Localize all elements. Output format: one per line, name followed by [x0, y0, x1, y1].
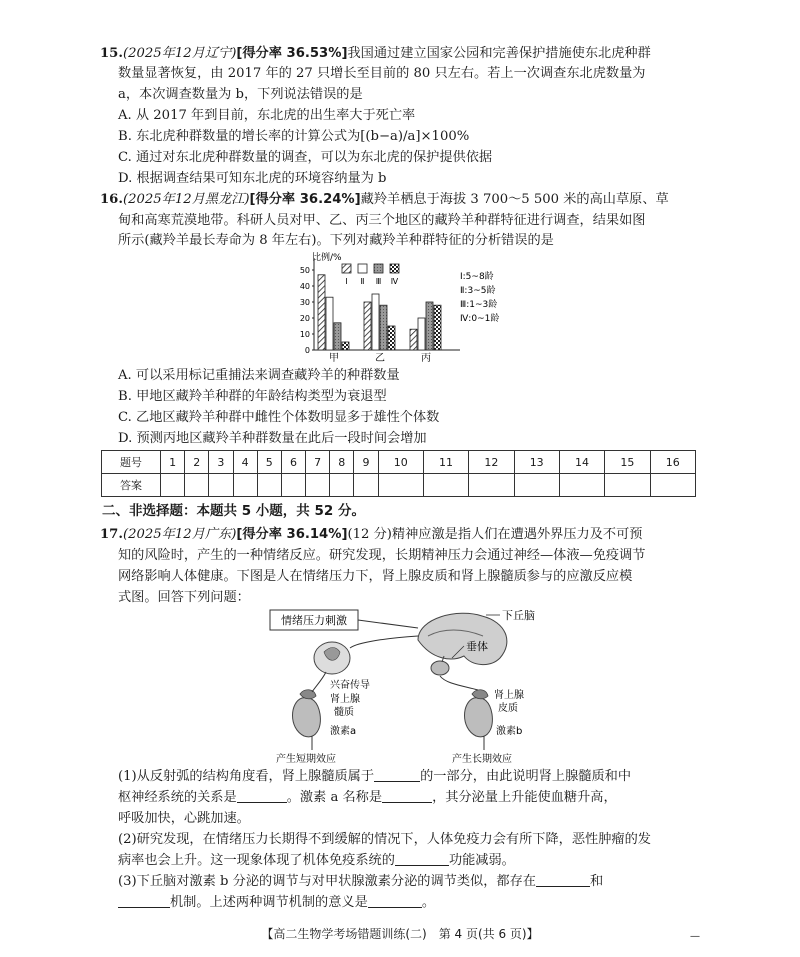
- q17-sub1-line2: [118, 788, 617, 807]
- q16-source: (2025年12月黑龙江): [122, 192, 250, 207]
- question-number-cell: 14: [559, 451, 604, 474]
- question-number-cell: 11: [423, 451, 468, 474]
- q15-option-b: B. 东北虎种群数量的增长率的计算公式为[(b−a)/a]×100%: [118, 129, 470, 144]
- q16-stem-3: 所示(藏羚羊最长寿命为 8 年左右)。下列对藏羚羊种群特征的分析错误的是: [118, 233, 554, 248]
- answer-blank[interactable]: [237, 788, 287, 803]
- section-2-heading: 二、非选择题：本题共 5 小题，共 52 分。: [102, 503, 365, 519]
- y-tick-label: 40: [299, 282, 310, 291]
- stress-response-diagram: [268, 606, 558, 764]
- q16-option-b: B. 甲地区藏羚羊种群的年龄结构类型为衰退型: [118, 389, 387, 404]
- question-number-cell: 12: [469, 451, 514, 474]
- bar: [334, 323, 341, 350]
- q17-sub1-text-e: ，其分泌量上升能使血糖升高，: [432, 790, 617, 805]
- q17-sub3-line2: [118, 893, 435, 912]
- bar: [388, 326, 395, 350]
- y-axis-label: 比例/%: [312, 253, 342, 263]
- q17-sub3-line1: [118, 872, 603, 891]
- cortex-label-2: 皮质: [498, 703, 518, 714]
- legend-label: Ⅳ:0~1龄: [460, 314, 500, 324]
- answer-cell[interactable]: [514, 474, 559, 497]
- legend-label: Ⅰ:5~8龄: [460, 272, 494, 282]
- q17-sub3-text-d: 。: [421, 895, 435, 910]
- answer-blank[interactable]: [536, 872, 590, 887]
- page-footer: 【高二生物学考场错题训练(二) 第 4 页(共 6 页)】: [261, 927, 539, 941]
- q15-option-c: C. 通过对东北虎种群数量的调查，可以为东北虎的保护提供依据: [118, 150, 493, 165]
- legend-label: Ⅱ:3~5龄: [460, 286, 496, 296]
- q17-line1: [100, 525, 643, 544]
- pituitary-shape: [431, 661, 449, 675]
- age-structure-chart: [290, 252, 530, 364]
- answer-table-answer-label: 答案: [102, 474, 161, 497]
- cortex-label-1: 肾上腺: [494, 690, 524, 701]
- answer-cell[interactable]: [185, 474, 209, 497]
- bar: [434, 305, 441, 350]
- q17-sub2-line1: (2)研究发现，在情绪压力长期得不到缓解的情况下，人体免疫力会有所下降，恶性肿瘤的发: [118, 832, 651, 847]
- answer-table-number-label: 题号: [102, 451, 161, 474]
- corner-mark: —: [690, 931, 700, 942]
- q15-option-d: D. 根据调查结果可知东北虎的环境容纳量为 b: [118, 171, 387, 186]
- q17-number: 17.: [100, 527, 123, 542]
- q17-sub1-text-a: (1)从反射弧的结构角度看，肾上腺髓质属于: [118, 769, 375, 784]
- hypothalamus-shape: [418, 613, 507, 664]
- q17-stem-3: 网络影响人体健康。下图是人在情绪压力下，肾上腺皮质和肾上腺髓质参与的应激反应模: [118, 569, 633, 584]
- answer-table: [101, 450, 696, 497]
- medulla-label-1: 肾上腺: [330, 694, 360, 705]
- question-number-cell: 16: [650, 451, 695, 474]
- q16-option-d: D. 预测丙地区藏羚羊种群数量在此后一段时间会增加: [118, 431, 427, 446]
- answer-cell[interactable]: [233, 474, 257, 497]
- answer-cell[interactable]: [209, 474, 233, 497]
- x-tick-label: 丙: [421, 353, 431, 364]
- q16-option-c: C. 乙地区藏羚羊种群中雌性个体数明显多于雄性个体数: [118, 410, 440, 425]
- x-tick-label: 甲: [329, 353, 339, 364]
- answer-cell[interactable]: [281, 474, 305, 497]
- q15-stem-1: 我国通过建立国家公园和完善保护措施使东北虎种群: [347, 46, 651, 61]
- q17-source: (2025年12月广东): [122, 527, 237, 542]
- legend-swatch-label: Ⅰ: [345, 277, 348, 286]
- question-number-cell: 1: [161, 451, 185, 474]
- hormone-b-label: 激素b: [496, 726, 523, 737]
- bar: [326, 297, 333, 350]
- question-number-cell: 10: [378, 451, 423, 474]
- bar: [372, 294, 379, 350]
- answer-blank[interactable]: [368, 893, 422, 908]
- x-tick-label: 乙: [375, 353, 385, 364]
- q16-option-a: A. 可以采用标记重捕法来调查藏羚羊的种群数量: [118, 368, 400, 383]
- question-number-cell: 2: [185, 451, 209, 474]
- legend-swatch-label: Ⅱ: [360, 277, 365, 286]
- q17-sub3-text-a: (3)下丘脑对激素 b 分泌的调节与对甲状腺激素分泌的调节类似，都存在: [118, 874, 536, 889]
- short-effect-label: 产生短期效应: [276, 754, 336, 764]
- bar: [364, 302, 371, 350]
- q17-stem-1: (12 分)精神应激是指人们在遭遇外界压力及不可预: [347, 527, 643, 542]
- answer-cell[interactable]: [330, 474, 354, 497]
- q16-stem-1: 藏羚羊栖息于海拔 3 700～5 500 米的高山草原、草: [360, 192, 669, 207]
- bar: [418, 318, 425, 350]
- q17-sub1-text-c: 枢神经系统的关系是: [118, 790, 237, 805]
- y-tick-label: 0: [304, 346, 310, 355]
- question-number-cell: 4: [233, 451, 257, 474]
- legend-swatch-label: Ⅲ: [375, 277, 382, 286]
- long-effect-label: 产生长期效应: [452, 754, 512, 764]
- q16-number: 16.: [100, 192, 123, 207]
- q15-score: [得分率 36.53%]: [236, 46, 348, 61]
- answer-blank[interactable]: [374, 767, 420, 782]
- answer-blank[interactable]: [118, 893, 170, 908]
- q17-sub1-text-d: 。激素 a 名称是: [286, 790, 383, 805]
- bar: [342, 342, 349, 350]
- question-number-cell: 7: [306, 451, 330, 474]
- q15-option-a: A. 从 2017 年到目前，东北虎的出生率大于死亡率: [118, 108, 416, 123]
- question-number-cell: 9: [354, 451, 378, 474]
- legend-swatch: [342, 264, 351, 273]
- question-number-cell: 15: [605, 451, 650, 474]
- answer-cell[interactable]: [423, 474, 468, 497]
- q17-sub2-text-c: 功能减弱。: [448, 853, 515, 868]
- answer-cell[interactable]: [306, 474, 330, 497]
- q15-stem-3: a，本次调查数量为 b，下列说法错误的是: [118, 87, 363, 102]
- right-kidney-shape: [465, 698, 493, 737]
- stimulus-label: 情绪压力刺激: [281, 614, 347, 627]
- question-number-cell: 3: [209, 451, 233, 474]
- legend-swatch: [358, 264, 367, 273]
- q15-source: (2025年12月辽宁): [122, 46, 237, 61]
- y-tick-label: 50: [299, 266, 310, 275]
- y-tick-label: 10: [299, 330, 310, 339]
- answer-cell[interactable]: [650, 474, 695, 497]
- q17-sub3-text-c: 机制。上述两种调节机制的意义是: [170, 895, 368, 910]
- question-number-cell: 5: [257, 451, 281, 474]
- q17-sub1-line1: [118, 767, 631, 786]
- pituitary-label: 垂体: [466, 640, 488, 653]
- q16-stem-2: 甸和高寒荒漠地带。科研人员对甲、乙、丙三个地区的藏羚羊种群特征进行调查，结果如图: [118, 213, 646, 228]
- question-number-cell: 6: [281, 451, 305, 474]
- question-number-cell: 8: [330, 451, 354, 474]
- answer-blank[interactable]: [382, 788, 432, 803]
- answer-cell[interactable]: [469, 474, 514, 497]
- answer-cell[interactable]: [161, 474, 185, 497]
- answer-cell[interactable]: [257, 474, 281, 497]
- question-number-cell: 13: [514, 451, 559, 474]
- q17-sub1-line3: 呼吸加快，心跳加速。: [118, 811, 250, 826]
- legend-label: Ⅲ:1~3龄: [460, 300, 498, 310]
- answer-table-answer-row: [102, 474, 696, 497]
- q17-sub2-line2: [118, 851, 515, 870]
- answer-cell[interactable]: [605, 474, 650, 497]
- q17-score: [得分率 36.14%]: [236, 527, 348, 542]
- q16-line1: [100, 190, 669, 209]
- q15-stem-2: 数量显著恢复，由 2017 年的 27 只增长至目前的 80 只左右。若上一次调查东北虎数量为: [118, 66, 646, 81]
- q17-stem-4: 式图。回答下列问题：: [118, 590, 250, 605]
- legend-swatch-label: Ⅳ: [390, 277, 399, 286]
- q15-number: 15.: [100, 46, 123, 61]
- q17-sub3-text-b: 和: [589, 874, 604, 889]
- answer-cell[interactable]: [378, 474, 423, 497]
- bar: [318, 275, 325, 350]
- answer-cell[interactable]: [354, 474, 378, 497]
- y-tick-label: 30: [299, 298, 310, 307]
- q16-score: [得分率 36.24%]: [249, 192, 361, 207]
- excite-label: 兴奋传导: [330, 680, 370, 691]
- y-tick-label: 20: [299, 314, 310, 323]
- answer-blank[interactable]: [395, 851, 449, 866]
- bar: [426, 302, 433, 350]
- legend-swatch: [374, 264, 383, 273]
- medulla-label-2: 髓质: [334, 707, 354, 718]
- legend-swatch: [390, 264, 399, 273]
- answer-cell[interactable]: [559, 474, 604, 497]
- answer-table-number-row: [102, 451, 696, 474]
- bar: [410, 329, 417, 350]
- q17-sub1-text-b: 的一部分，由此说明肾上腺髓质和中: [420, 769, 632, 784]
- q17-stem-2: 知的风险时，产生的一种情绪反应。研究发现，长期精神压力会通过神经—体液—免疫调节: [118, 548, 646, 563]
- q17-sub2-text-b: 病率也会上升。这一现象体现了机体免疫系统的: [118, 853, 395, 868]
- hormone-a-label: 激素a: [330, 726, 357, 737]
- left-kidney-shape: [293, 698, 321, 737]
- q15-line1: [100, 44, 651, 63]
- bar: [380, 305, 387, 350]
- hypothalamus-label: 下丘脑: [502, 609, 535, 622]
